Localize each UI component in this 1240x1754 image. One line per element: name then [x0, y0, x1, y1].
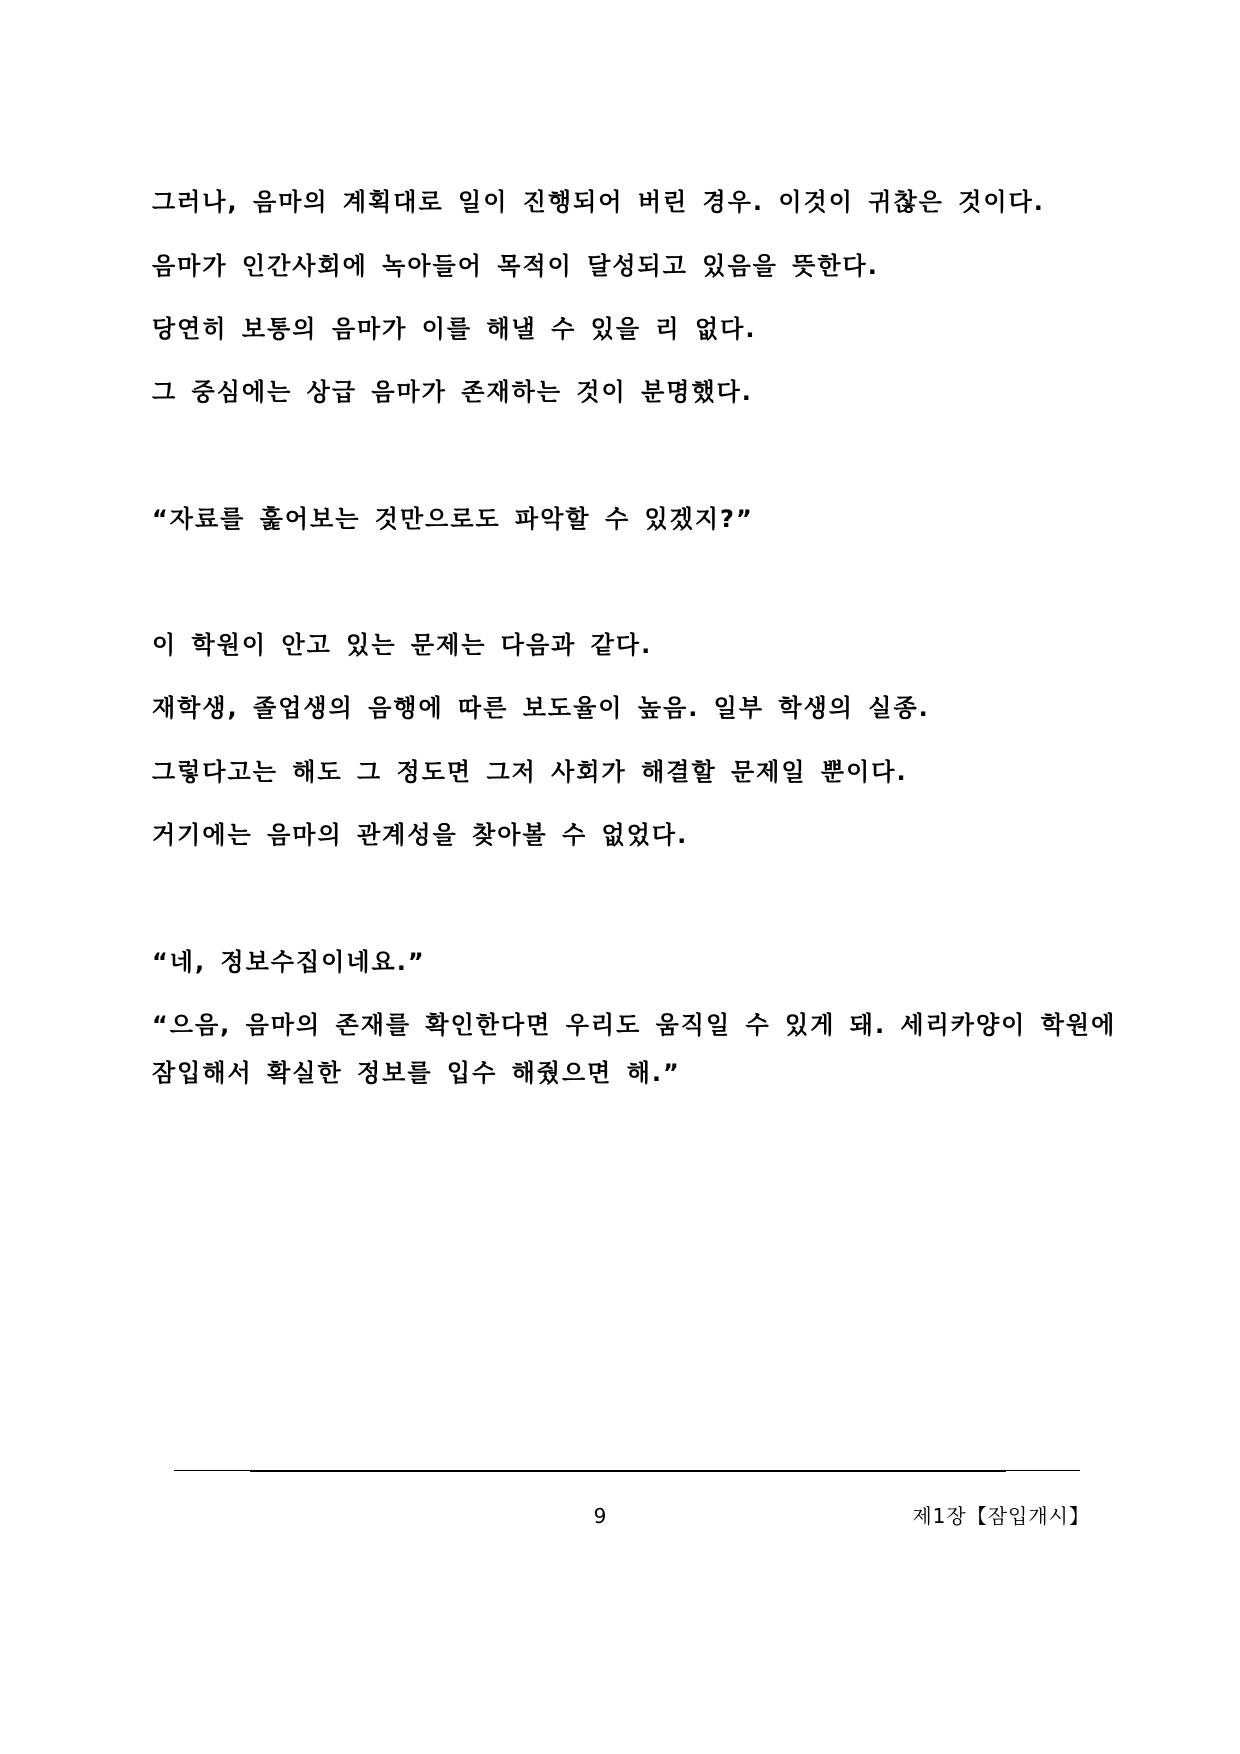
text-line: 그렇다고는 해도 그 정도면 그저 사회가 해결할 문제일 뿐이다. — [152, 758, 908, 786]
text-line: 거기에는 음마의 관계성을 찾아볼 수 없었다. — [152, 821, 689, 849]
dialogue-line: “으음, 음마의 존재를 확인한다면 우리도 움직일 수 있게 돼. 세리카양이 학원에 — [152, 1011, 1117, 1039]
text-line: 그 중심에는 상급 음마가 존재하는 것이 분명했다. — [152, 378, 753, 406]
footer-divider-accent — [250, 1470, 1006, 1472]
text-line: 재학생, 졸업생의 음행에 따른 보도율이 높음. 일부 학생의 실종. — [152, 694, 930, 722]
dialogue-line: “자료를 훑어보는 것만으로도 파악할 수 있겠지?” — [152, 505, 754, 533]
text-line: 당연히 보통의 음마가 이를 해낼 수 있을 리 없다. — [152, 315, 757, 343]
text-line: 음마가 인간사회에 녹아들어 목적이 달성되고 있음을 뜻한다. — [152, 252, 879, 280]
text-line: 그러나, 음마의 계획대로 일이 진행되어 버린 경우. 이것이 귀찮은 것이다. — [152, 188, 1045, 216]
page-number: 9 — [593, 1504, 607, 1528]
dialogue-line: 잠입해서 확실한 정보를 입수 해줬으면 해.” — [152, 1059, 681, 1087]
text-line: 이 학원이 안고 있는 문제는 다음과 같다. — [152, 631, 653, 659]
dialogue-line: “네, 정보수집이네요.” — [152, 948, 426, 976]
chapter-title: 제1장【잠입개시】 — [912, 1504, 1090, 1528]
